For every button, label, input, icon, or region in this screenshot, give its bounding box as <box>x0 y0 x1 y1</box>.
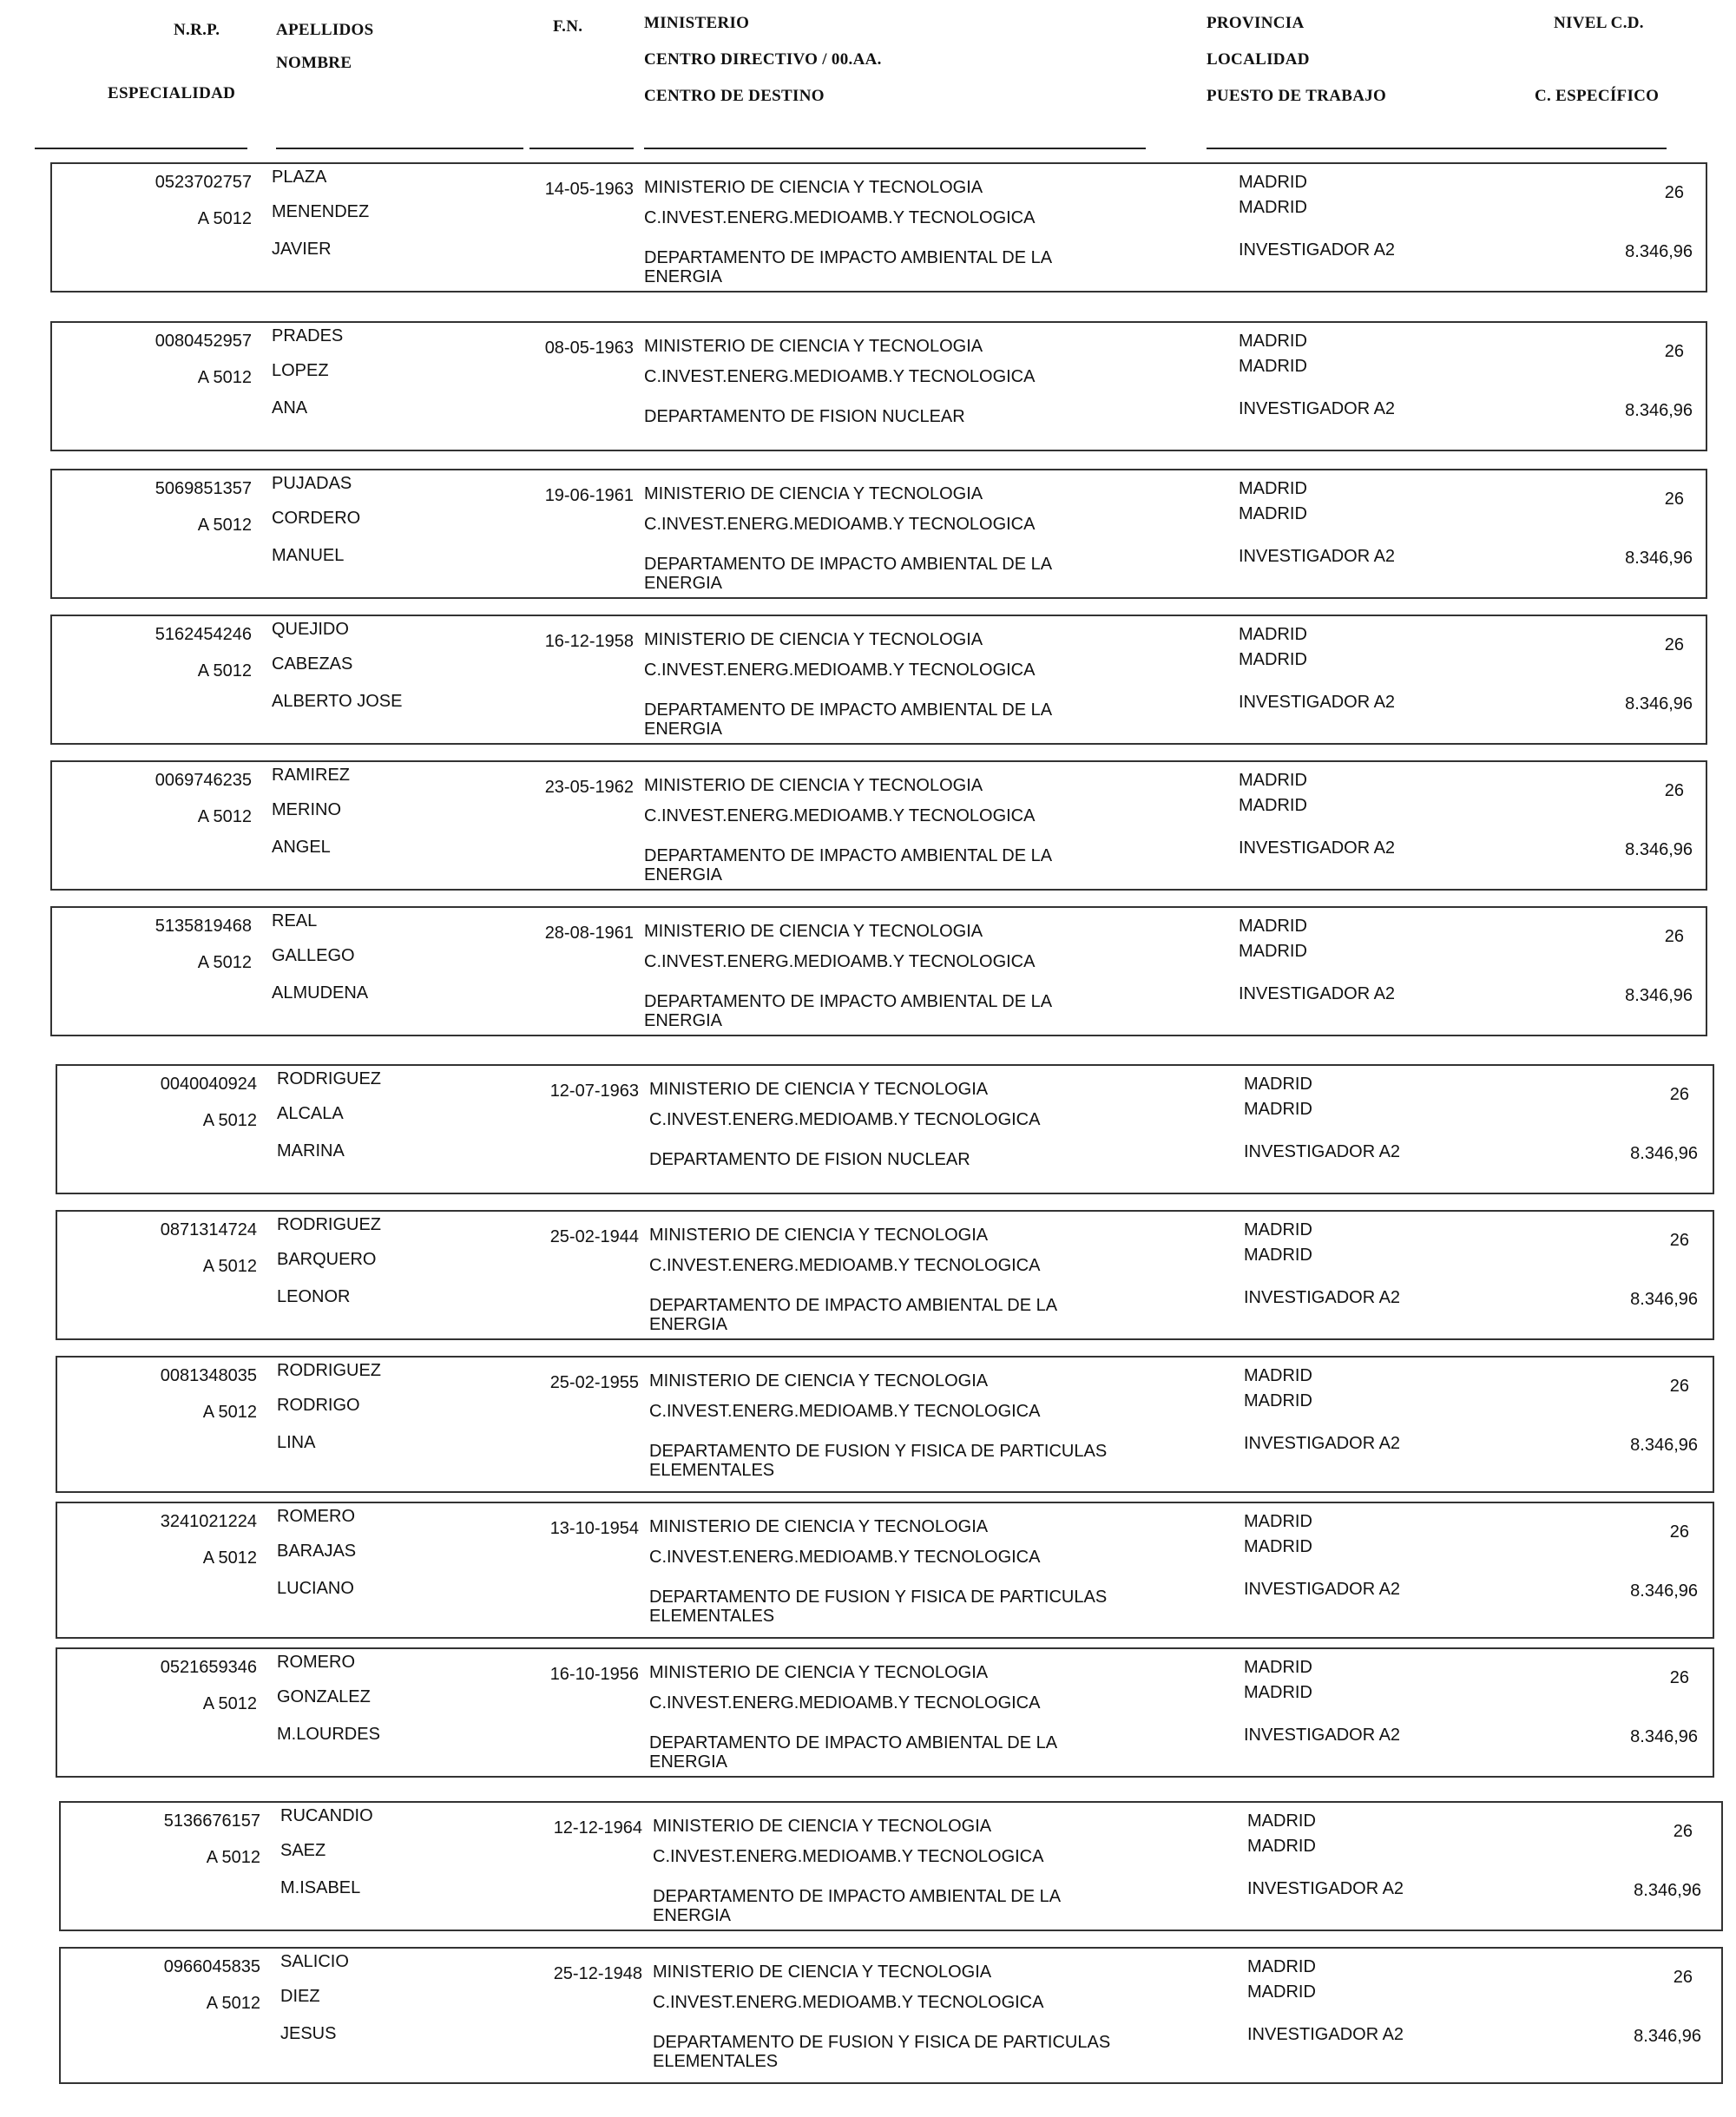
centro-directivo-value: C.INVEST.ENERG.MEDIOAMB.Y TECNOLOGICA <box>649 1693 1041 1713</box>
header-puesto: PUESTO DE TRABAJO <box>1207 87 1387 105</box>
centro-directivo-value: C.INVEST.ENERG.MEDIOAMB.Y TECNOLOGICA <box>644 661 1036 680</box>
nrp-value: 0040040924 <box>160 1075 257 1094</box>
header-especialidad: ESPECIALIDAD <box>108 84 236 102</box>
ministerio-value: MINISTERIO DE CIENCIA Y TECNOLOGIA <box>644 776 983 795</box>
apellido1-value: ROMERO <box>277 1653 355 1672</box>
centro-destino-value: DEPARTAMENTO DE IMPACTO AMBIENTAL DE LA ENERGIA <box>649 1296 1056 1334</box>
header-centro-destino: CENTRO DE DESTINO <box>644 87 825 105</box>
nrp-value: 0523702757 <box>155 173 252 192</box>
c-especifico-value: 8.346,96 <box>1630 1290 1698 1309</box>
especialidad-value: A 5012 <box>197 807 252 826</box>
nombre-value: LINA <box>277 1433 316 1452</box>
record-row <box>56 1356 1714 1493</box>
apellido1-value: QUEJIDO <box>272 620 349 639</box>
apellido2-value: MENENDEZ <box>272 202 370 221</box>
localidad-value: MADRID <box>1247 1837 1316 1856</box>
provincia-value: MADRID <box>1239 917 1307 936</box>
provincia-value: MADRID <box>1247 1957 1316 1976</box>
centro-directivo-value: C.INVEST.ENERG.MEDIOAMB.Y TECNOLOGICA <box>649 1110 1041 1129</box>
c-especifico-value: 8.346,96 <box>1630 1144 1698 1163</box>
c-especifico-value: 8.346,96 <box>1625 694 1693 713</box>
nivel-value: 26 <box>1664 490 1684 509</box>
apellido2-value: GALLEGO <box>272 946 355 965</box>
especialidad-value: A 5012 <box>202 1694 257 1713</box>
especialidad-value: A 5012 <box>197 368 252 387</box>
centro-destino-value: DEPARTAMENTO DE IMPACTO AMBIENTAL DE LA ENERGIA <box>644 555 1051 593</box>
nivel-value: 26 <box>1673 1968 1693 1987</box>
fecha-nacimiento-value: 25-02-1955 <box>549 1373 639 1392</box>
centro-directivo-value: C.INVEST.ENERG.MEDIOAMB.Y TECNOLOGICA <box>644 515 1036 534</box>
centro-directivo-value: C.INVEST.ENERG.MEDIOAMB.Y TECNOLOGICA <box>644 367 1036 386</box>
nombre-value: ANGEL <box>272 838 331 857</box>
fecha-nacimiento-value: 13-10-1954 <box>549 1519 639 1538</box>
fecha-nacimiento-value: 25-02-1944 <box>549 1227 639 1246</box>
localidad-value: MADRID <box>1244 1683 1312 1702</box>
apellido1-value: RODRIGUEZ <box>277 1215 381 1234</box>
apellido1-value: RUCANDIO <box>280 1806 373 1825</box>
apellido2-value: BARAJAS <box>277 1542 357 1561</box>
puesto-value: INVESTIGADOR A2 <box>1247 1879 1404 1898</box>
ministerio-value: MINISTERIO DE CIENCIA Y TECNOLOGIA <box>649 1080 989 1099</box>
record-row <box>50 760 1707 891</box>
apellido1-value: PUJADAS <box>272 474 352 493</box>
puesto-value: INVESTIGADOR A2 <box>1239 693 1396 712</box>
nivel-value: 26 <box>1664 183 1684 202</box>
nombre-value: LUCIANO <box>277 1579 354 1598</box>
nivel-value: 26 <box>1669 1085 1689 1104</box>
record-row <box>56 1210 1714 1340</box>
apellido2-value: RODRIGO <box>277 1396 360 1415</box>
especialidad-value: A 5012 <box>202 1111 257 1130</box>
record-row <box>50 321 1707 451</box>
centro-directivo-value: C.INVEST.ENERG.MEDIOAMB.Y TECNOLOGICA <box>644 806 1036 825</box>
especialidad-value: A 5012 <box>197 209 252 228</box>
header-apellidos: APELLIDOS <box>276 21 374 39</box>
c-especifico-value: 8.346,96 <box>1630 1727 1698 1746</box>
header-fn: F.N. <box>553 17 583 36</box>
especialidad-value: A 5012 <box>206 1848 260 1867</box>
centro-destino-value: DEPARTAMENTO DE IMPACTO AMBIENTAL DE LA ENERGIA <box>644 992 1051 1030</box>
centro-destino-value: DEPARTAMENTO DE IMPACTO AMBIENTAL DE LA ENERGIA <box>644 248 1051 286</box>
record-row <box>56 1502 1714 1639</box>
ministerio-value: MINISTERIO DE CIENCIA Y TECNOLOGIA <box>644 337 983 356</box>
apellido2-value: ALCALA <box>277 1104 344 1123</box>
ministerio-value: MINISTERIO DE CIENCIA Y TECNOLOGIA <box>649 1663 989 1682</box>
localidad-value: MADRID <box>1239 357 1307 376</box>
provincia-value: MADRID <box>1244 1075 1312 1094</box>
nrp-value: 5136676157 <box>163 1811 260 1831</box>
puesto-value: INVESTIGADOR A2 <box>1244 1288 1401 1307</box>
puesto-value: INVESTIGADOR A2 <box>1239 984 1396 1003</box>
fecha-nacimiento-value: 12-07-1963 <box>549 1082 639 1101</box>
apellido2-value: BARQUERO <box>277 1250 377 1269</box>
nrp-value: 5135819468 <box>155 917 252 936</box>
centro-destino-value: DEPARTAMENTO DE FUSION Y FISICA DE PARTICULAS ELEMENTALES <box>653 2033 1111 2071</box>
centro-directivo-value: C.INVEST.ENERG.MEDIOAMB.Y TECNOLOGICA <box>649 1402 1041 1421</box>
ministerio-value: MINISTERIO DE CIENCIA Y TECNOLOGIA <box>653 1817 992 1836</box>
fecha-nacimiento-value: 16-10-1956 <box>549 1665 639 1684</box>
especialidad-value: A 5012 <box>202 1548 257 1568</box>
provincia-value: MADRID <box>1244 1512 1312 1531</box>
record-row <box>56 1064 1714 1194</box>
fecha-nacimiento-value: 19-06-1961 <box>544 486 634 505</box>
nivel-value: 26 <box>1664 927 1684 946</box>
localidad-value: MADRID <box>1244 1246 1312 1265</box>
apellido2-value: CABEZAS <box>272 654 353 674</box>
provincia-value: MADRID <box>1239 625 1307 644</box>
nombre-value: JESUS <box>280 2024 337 2043</box>
puesto-value: INVESTIGADOR A2 <box>1244 1142 1401 1161</box>
nivel-value: 26 <box>1669 1377 1689 1396</box>
puesto-value: INVESTIGADOR A2 <box>1247 2025 1404 2044</box>
nombre-value: M.ISABEL <box>280 1878 361 1897</box>
puesto-value: INVESTIGADOR A2 <box>1239 240 1396 260</box>
ministerio-value: MINISTERIO DE CIENCIA Y TECNOLOGIA <box>644 178 983 197</box>
provincia-value: MADRID <box>1239 479 1307 498</box>
centro-destino-value: DEPARTAMENTO DE FUSION Y FISICA DE PARTICULAS ELEMENTALES <box>649 1442 1108 1480</box>
nrp-value: 0081348035 <box>160 1366 257 1385</box>
centro-destino-value: DEPARTAMENTO DE FISION NUCLEAR <box>649 1150 970 1169</box>
apellido2-value: CORDERO <box>272 509 361 528</box>
nombre-value: M.LOURDES <box>277 1725 380 1744</box>
provincia-value: MADRID <box>1244 1658 1312 1677</box>
especialidad-value: A 5012 <box>202 1403 257 1422</box>
nivel-value: 26 <box>1669 1231 1689 1250</box>
centro-destino-value: DEPARTAMENTO DE FUSION Y FISICA DE PARTICULAS ELEMENTALES <box>649 1588 1108 1626</box>
provincia-value: MADRID <box>1247 1811 1316 1831</box>
localidad-value: MADRID <box>1239 796 1307 815</box>
centro-destino-value: DEPARTAMENTO DE IMPACTO AMBIENTAL DE LA ENERGIA <box>644 846 1051 884</box>
c-especifico-value: 8.346,96 <box>1634 1881 1701 1900</box>
header-nivel: NIVEL C.D. <box>1554 14 1644 32</box>
centro-directivo-value: C.INVEST.ENERG.MEDIOAMB.Y TECNOLOGICA <box>649 1256 1041 1275</box>
c-especifico-value: 8.346,96 <box>1630 1436 1698 1455</box>
ministerio-value: MINISTERIO DE CIENCIA Y TECNOLOGIA <box>644 922 983 941</box>
puesto-value: INVESTIGADOR A2 <box>1239 838 1396 858</box>
nombre-value: LEONOR <box>277 1287 351 1306</box>
ministerio-value: MINISTERIO DE CIENCIA Y TECNOLOGIA <box>644 484 983 503</box>
apellido2-value: SAEZ <box>280 1841 326 1860</box>
record-row <box>50 469 1707 599</box>
puesto-value: INVESTIGADOR A2 <box>1244 1434 1401 1453</box>
nombre-value: ALMUDENA <box>272 983 369 1003</box>
nivel-value: 26 <box>1673 1822 1693 1841</box>
fecha-nacimiento-value: 14-05-1963 <box>544 180 634 199</box>
apellido1-value: ROMERO <box>277 1507 355 1526</box>
nombre-value: MARINA <box>277 1141 345 1160</box>
nivel-value: 26 <box>1664 342 1684 361</box>
localidad-value: MADRID <box>1244 1100 1312 1119</box>
record-row <box>59 1947 1723 2084</box>
nrp-value: 5069851357 <box>155 479 252 498</box>
nrp-value: 3241021224 <box>160 1512 257 1531</box>
header-c-especifico: C. ESPECÍFICO <box>1535 87 1660 105</box>
nombre-value: JAVIER <box>272 240 332 259</box>
centro-destino-value: DEPARTAMENTO DE IMPACTO AMBIENTAL DE LA ENERGIA <box>644 700 1051 739</box>
localidad-value: MADRID <box>1239 942 1307 961</box>
centro-directivo-value: C.INVEST.ENERG.MEDIOAMB.Y TECNOLOGICA <box>649 1548 1041 1567</box>
centro-directivo-value: C.INVEST.ENERG.MEDIOAMB.Y TECNOLOGICA <box>644 952 1036 971</box>
localidad-value: MADRID <box>1239 198 1307 217</box>
localidad-value: MADRID <box>1247 1982 1316 2002</box>
centro-destino-value: DEPARTAMENTO DE FISION NUCLEAR <box>644 407 965 426</box>
apellido1-value: RODRIGUEZ <box>277 1361 381 1380</box>
provincia-value: MADRID <box>1239 771 1307 790</box>
record-row <box>59 1801 1723 1931</box>
especialidad-value: A 5012 <box>197 661 252 680</box>
nrp-value: 0069746235 <box>155 771 252 790</box>
fecha-nacimiento-value: 08-05-1963 <box>544 339 634 358</box>
centro-directivo-value: C.INVEST.ENERG.MEDIOAMB.Y TECNOLOGICA <box>644 208 1036 227</box>
nrp-value: 0080452957 <box>155 332 252 351</box>
fecha-nacimiento-value: 23-05-1962 <box>544 778 634 797</box>
record-row <box>50 906 1707 1036</box>
c-especifico-value: 8.346,96 <box>1625 986 1693 1005</box>
provincia-value: MADRID <box>1239 332 1307 351</box>
ministerio-value: MINISTERIO DE CIENCIA Y TECNOLOGIA <box>649 1226 989 1245</box>
nombre-value: ANA <box>272 398 308 417</box>
ministerio-value: MINISTERIO DE CIENCIA Y TECNOLOGIA <box>649 1517 989 1536</box>
centro-directivo-value: C.INVEST.ENERG.MEDIOAMB.Y TECNOLOGICA <box>653 1847 1044 1866</box>
nrp-value: 5162454246 <box>155 625 252 644</box>
c-especifico-value: 8.346,96 <box>1625 840 1693 859</box>
centro-destino-value: DEPARTAMENTO DE IMPACTO AMBIENTAL DE LA ENERGIA <box>649 1733 1056 1772</box>
nrp-value: 0966045835 <box>163 1957 260 1976</box>
provincia-value: MADRID <box>1239 173 1307 192</box>
c-especifico-value: 8.346,96 <box>1634 2027 1701 2046</box>
centro-directivo-value: C.INVEST.ENERG.MEDIOAMB.Y TECNOLOGICA <box>653 1993 1044 2012</box>
fecha-nacimiento-value: 28-08-1961 <box>544 924 634 943</box>
apellido1-value: REAL <box>272 911 318 930</box>
c-especifico-value: 8.346,96 <box>1625 401 1693 420</box>
apellido2-value: MERINO <box>272 800 341 819</box>
header-centro-directivo: CENTRO DIRECTIVO / 00.AA. <box>644 50 882 69</box>
fecha-nacimiento-value: 25-12-1948 <box>553 1964 642 1983</box>
header-provincia: PROVINCIA <box>1207 14 1305 32</box>
nombre-value: MANUEL <box>272 546 345 565</box>
c-especifico-value: 8.346,96 <box>1625 549 1693 568</box>
nrp-value: 0521659346 <box>160 1658 257 1677</box>
puesto-value: INVESTIGADOR A2 <box>1244 1726 1401 1745</box>
apellido1-value: PLAZA <box>272 168 327 187</box>
apellido2-value: GONZALEZ <box>277 1687 371 1706</box>
especialidad-value: A 5012 <box>206 1994 260 2013</box>
especialidad-value: A 5012 <box>202 1257 257 1276</box>
provincia-value: MADRID <box>1244 1366 1312 1385</box>
provincia-value: MADRID <box>1244 1220 1312 1239</box>
especialidad-value: A 5012 <box>197 953 252 972</box>
localidad-value: MADRID <box>1239 504 1307 523</box>
apellido1-value: SALICIO <box>280 1952 349 1971</box>
apellido1-value: RODRIGUEZ <box>277 1069 381 1088</box>
fecha-nacimiento-value: 12-12-1964 <box>553 1818 642 1838</box>
nivel-value: 26 <box>1664 635 1684 654</box>
nrp-value: 0871314724 <box>160 1220 257 1239</box>
centro-destino-value: DEPARTAMENTO DE IMPACTO AMBIENTAL DE LA ENERGIA <box>653 1887 1060 1925</box>
header-ministerio: MINISTERIO <box>644 14 750 32</box>
nivel-value: 26 <box>1664 781 1684 800</box>
c-especifico-value: 8.346,96 <box>1630 1581 1698 1601</box>
record-row <box>56 1647 1714 1778</box>
apellido2-value: DIEZ <box>280 1987 320 2006</box>
record-row <box>50 615 1707 745</box>
ministerio-value: MINISTERIO DE CIENCIA Y TECNOLOGIA <box>653 1962 992 1982</box>
puesto-value: INVESTIGADOR A2 <box>1244 1580 1401 1599</box>
c-especifico-value: 8.346,96 <box>1625 242 1693 261</box>
localidad-value: MADRID <box>1239 650 1307 669</box>
nombre-value: ALBERTO JOSE <box>272 692 403 711</box>
header-nombre: NOMBRE <box>276 54 352 72</box>
apellido1-value: RAMIREZ <box>272 766 350 785</box>
nivel-value: 26 <box>1669 1522 1689 1542</box>
fecha-nacimiento-value: 16-12-1958 <box>544 632 634 651</box>
localidad-value: MADRID <box>1244 1391 1312 1410</box>
especialidad-value: A 5012 <box>197 516 252 535</box>
apellido1-value: PRADES <box>272 326 344 345</box>
header-localidad: LOCALIDAD <box>1207 50 1310 69</box>
nivel-value: 26 <box>1669 1668 1689 1687</box>
puesto-value: INVESTIGADOR A2 <box>1239 547 1396 566</box>
record-row <box>50 162 1707 293</box>
ministerio-value: MINISTERIO DE CIENCIA Y TECNOLOGIA <box>649 1371 989 1391</box>
puesto-value: INVESTIGADOR A2 <box>1239 399 1396 418</box>
localidad-value: MADRID <box>1244 1537 1312 1556</box>
apellido2-value: LOPEZ <box>272 361 329 380</box>
header-nrp: N.R.P. <box>174 21 220 39</box>
ministerio-value: MINISTERIO DE CIENCIA Y TECNOLOGIA <box>644 630 983 649</box>
